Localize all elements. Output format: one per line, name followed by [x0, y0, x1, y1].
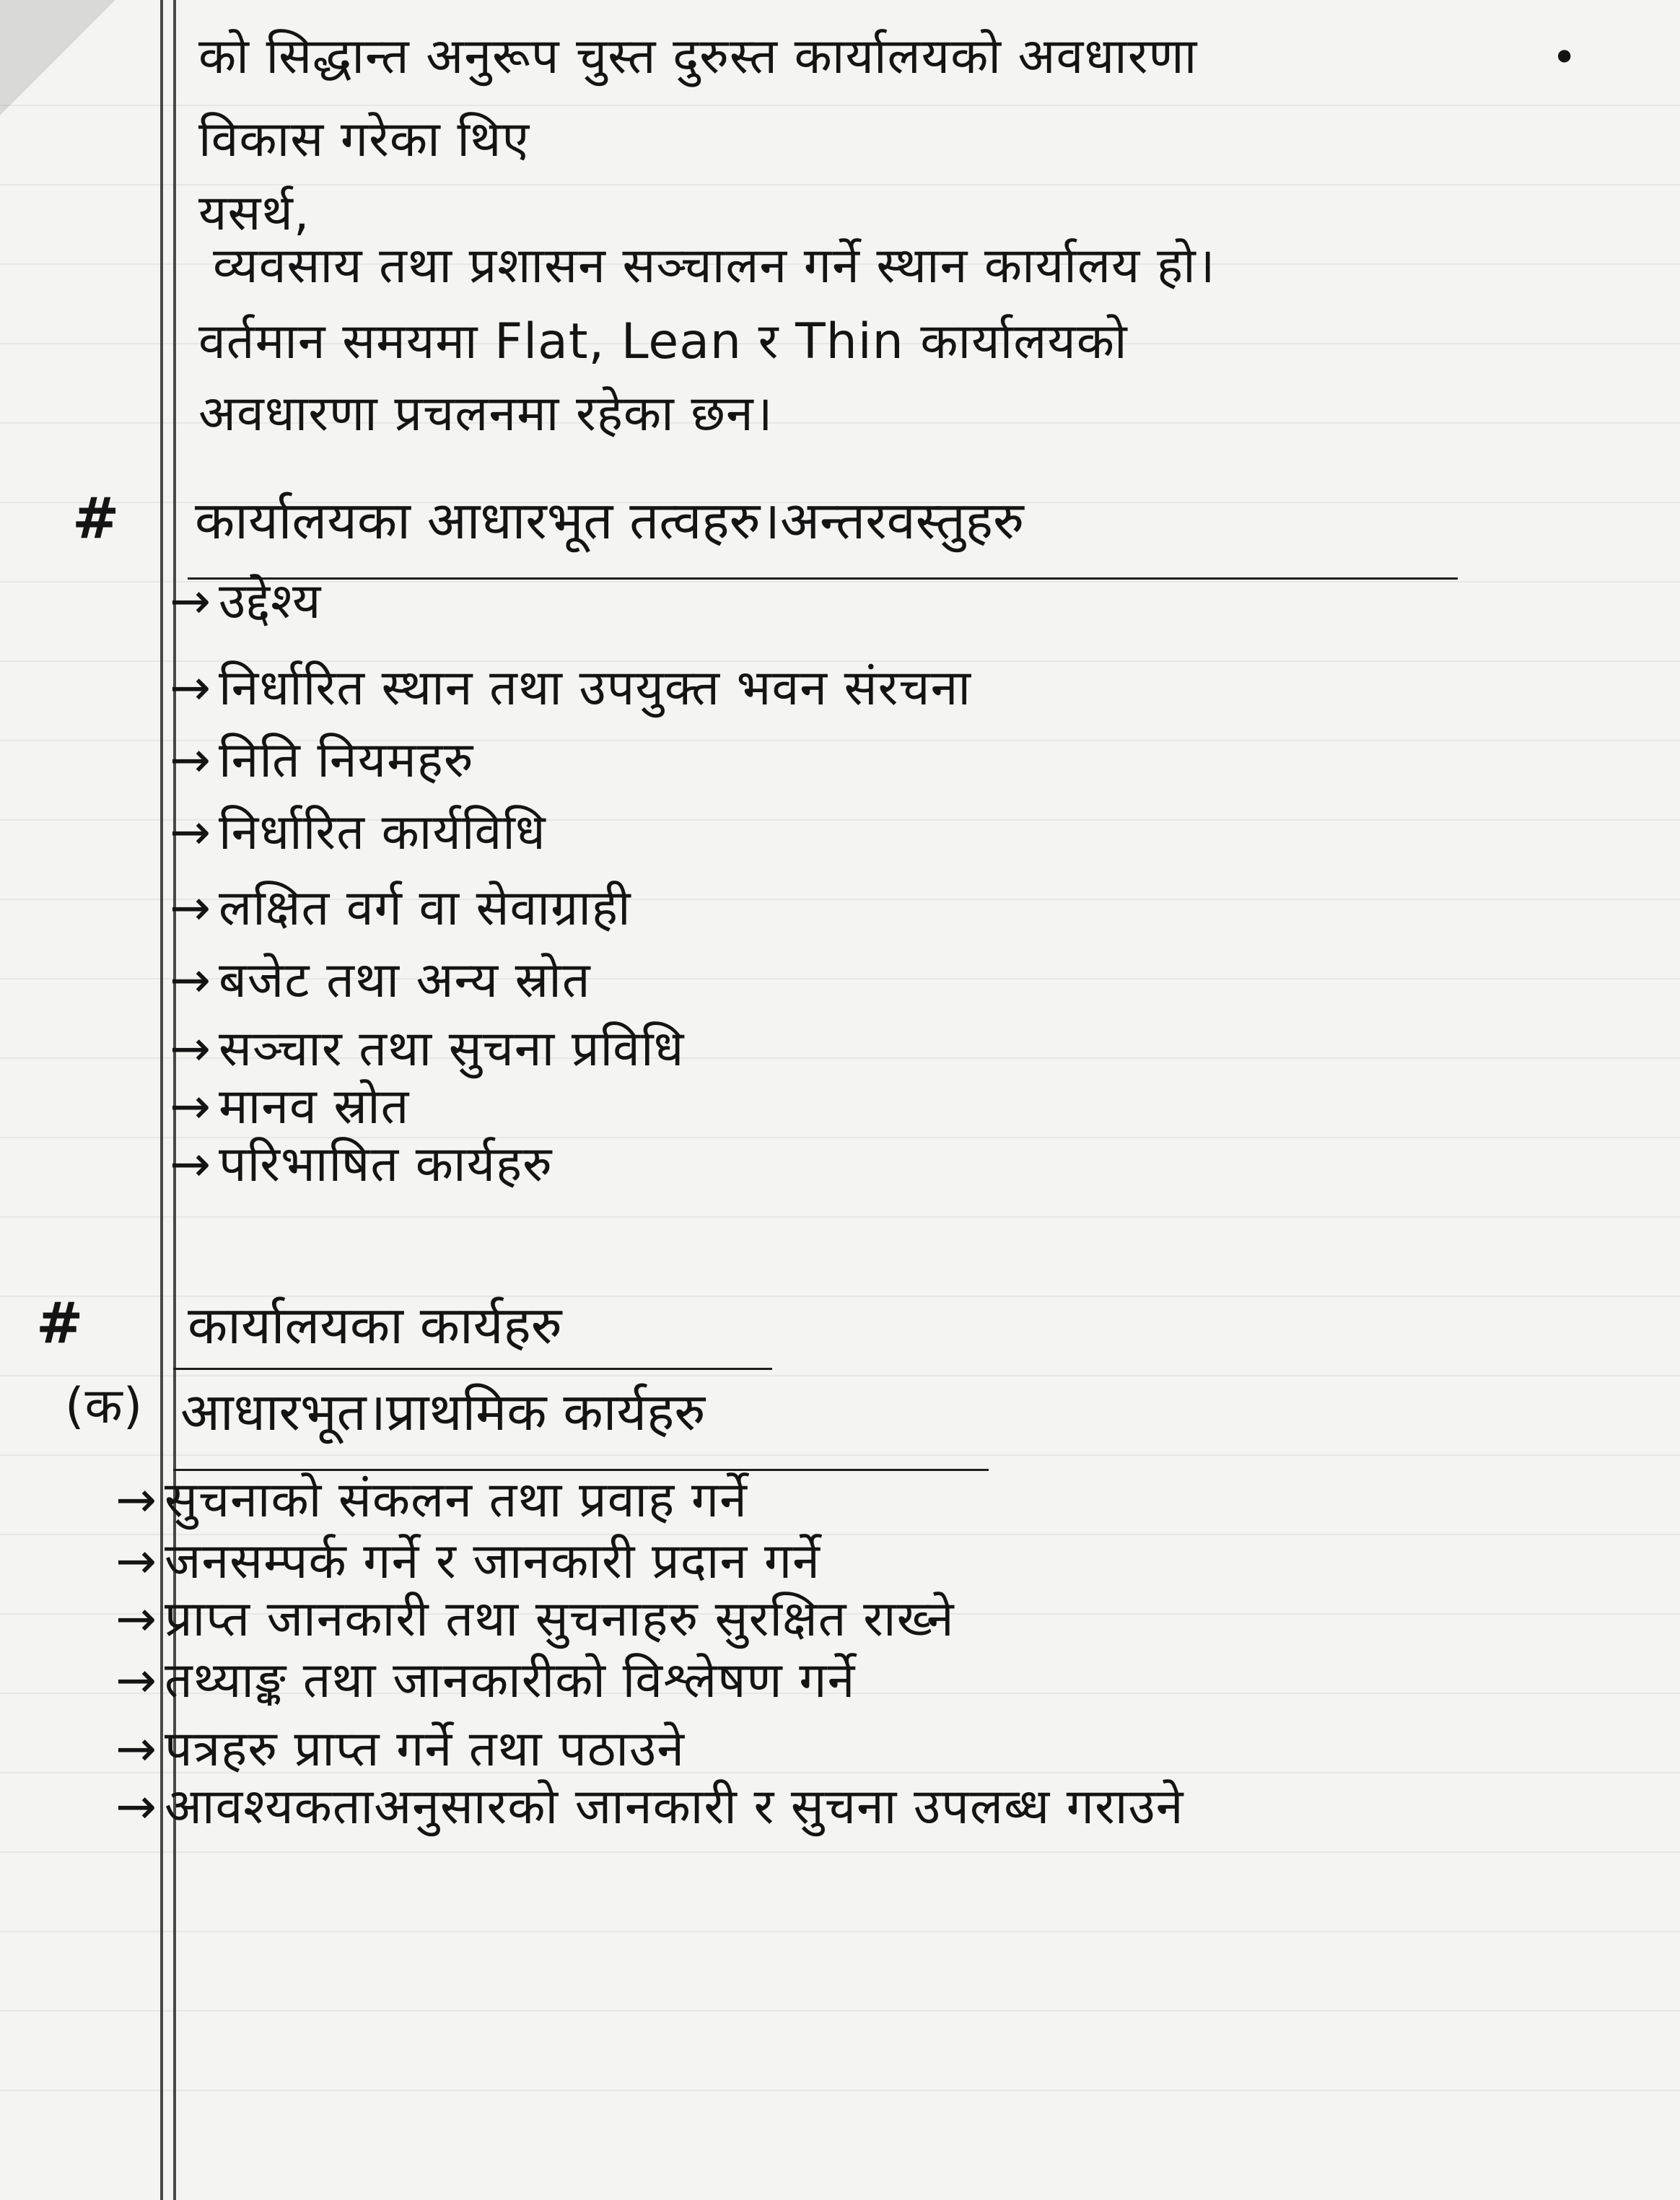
ruled-line: [0, 1931, 1680, 1932]
intro-line: विकास गरेका थिए: [198, 111, 530, 168]
subsection-title: आधारभूत।प्राथमिक कार्यहरु: [180, 1381, 706, 1442]
intro-line: को सिद्धान्त अनुरूप चुस्त दुरुस्त कार्यालयको अवधारणा: [198, 28, 1198, 85]
intro-line: व्यवसाय तथा प्रशासन सञ्चालन गर्ने स्थान कार्यालय हो।: [213, 237, 1216, 294]
arrow-icon: →: [170, 1136, 211, 1193]
intro-line: वर्तमान समयमा Flat, Lean र Thin कार्यालयको: [198, 313, 1128, 370]
ruled-line: [0, 1454, 1680, 1456]
subtitle-underline: [173, 1469, 989, 1471]
section-title: कार्यालयका कार्यहरु: [188, 1295, 562, 1356]
arrow-icon: →: [170, 1078, 211, 1135]
torn-corner: [0, 0, 115, 115]
list-item: → तथ्याङ्क तथा जानकारीको विश्लेषण गर्ने: [115, 1652, 856, 1709]
arrow-icon: →: [170, 1021, 211, 1078]
list-item: → परिभाषित कार्यहरु: [170, 1136, 553, 1193]
arrow-icon: →: [115, 1721, 157, 1778]
arrow-icon: →: [170, 732, 211, 789]
ruled-line: [0, 1851, 1680, 1853]
list-item: → निर्धारित स्थान तथा उपयुक्त भवन संरचना: [170, 660, 971, 717]
section-marker: #: [72, 486, 120, 551]
ruled-line: [0, 2010, 1680, 2012]
section-marker: #: [36, 1291, 84, 1356]
section-title: कार्यालयका आधारभूत तत्वहरु।अन्तरवस्तुहरु: [195, 490, 1025, 551]
arrow-icon: →: [170, 952, 211, 1009]
intro-line: अवधारणा प्रचलनमा रहेका छन।: [198, 385, 774, 442]
intro-line: यसर्थ,: [198, 185, 310, 242]
list-item: → उद्देश्य: [170, 573, 322, 630]
list-item: → बजेट तथा अन्य स्रोत: [170, 952, 591, 1009]
arrow-icon: →: [115, 1591, 157, 1648]
sub-marker: (क): [65, 1378, 144, 1435]
ink-dot: •: [1552, 32, 1578, 83]
list-item: → निर्धारित कार्यविधि: [170, 804, 546, 861]
arrow-icon: →: [170, 573, 211, 630]
arrow-icon: →: [115, 1778, 157, 1835]
arrow-icon: →: [115, 1472, 157, 1529]
margin-line: [160, 0, 163, 2200]
list-item: → प्राप्त जानकारी तथा सुचनाहरु सुरक्षित राख्ने: [115, 1591, 955, 1648]
list-item: → जनसम्पर्क गर्ने र जानकारी प्रदान गर्ने: [115, 1533, 821, 1590]
ruled-line: [0, 1375, 1680, 1376]
title-underline: [188, 577, 1458, 580]
list-item: → सुचनाको संकलन तथा प्रवाह गर्ने: [115, 1472, 748, 1529]
list-item: → आवश्यकताअनुसारको जानकारी र सुचना उपलब्ध गराउने: [115, 1778, 1184, 1835]
list-item: → सञ्चार तथा सुचना प्रविधि: [170, 1021, 685, 1078]
arrow-icon: →: [170, 804, 211, 861]
ruled-line: [0, 2090, 1680, 2091]
arrow-icon: →: [170, 880, 211, 937]
list-item: → पत्रहरु प्राप्त गर्ने तथा पठाउने: [115, 1721, 685, 1778]
arrow-icon: →: [115, 1652, 157, 1709]
arrow-icon: →: [115, 1533, 157, 1590]
list-item: → निति नियमहरु: [170, 732, 474, 789]
arrow-icon: →: [170, 660, 211, 717]
ruled-line: [0, 105, 1680, 106]
list-item: → मानव स्रोत: [170, 1078, 410, 1135]
title-underline: [173, 1368, 772, 1370]
list-item: → लक्षित वर्ग वा सेवाग्राही: [170, 880, 631, 937]
ruled-line: [0, 1216, 1680, 1218]
